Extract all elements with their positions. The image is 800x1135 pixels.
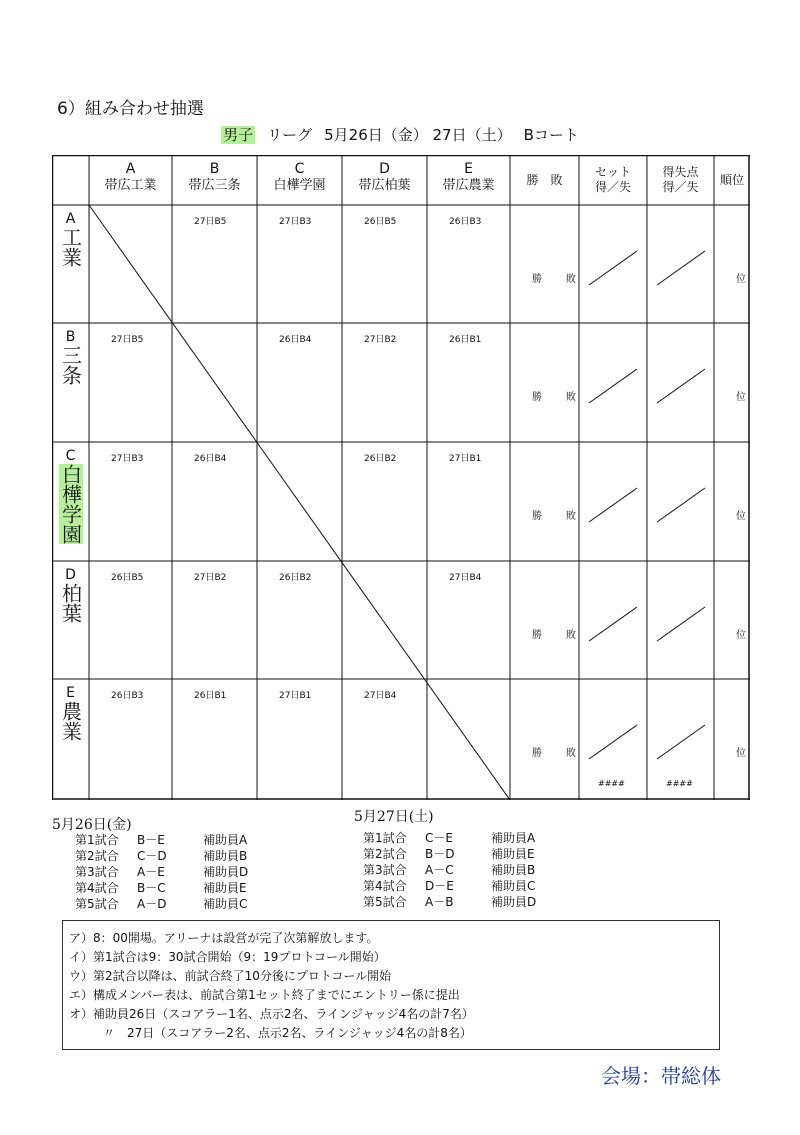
- rank-label: 位: [736, 511, 746, 522]
- venue-note: 会場：帯総体: [601, 1064, 721, 1088]
- gender-label: 男子: [223, 126, 254, 144]
- schedule-cell: 26日B4: [194, 454, 227, 464]
- game-match: C－E: [425, 831, 453, 845]
- section-title: 6）組み合わせ抽選: [57, 99, 204, 119]
- note-line: ウ）第2試合以降は、前試合終了10分後にプロトコール開始: [69, 969, 392, 983]
- schedule-cell: 27日B5: [111, 335, 144, 345]
- column-letter: D: [379, 161, 390, 177]
- loss-label: 敗: [566, 274, 576, 285]
- rank-label: 位: [736, 274, 746, 285]
- sets-header: [579, 165, 647, 195]
- sets-slash: [589, 369, 637, 403]
- notes-box: [62, 920, 720, 1050]
- game-number: 第2試合: [75, 849, 119, 863]
- rank-label: 位: [736, 630, 746, 641]
- column-header: [427, 162, 510, 193]
- game-number: 第3試合: [75, 865, 119, 879]
- win-label: 勝: [532, 748, 542, 759]
- note-line: ア）8：00開場。アリーナは設営が完了次第解放します。: [69, 931, 379, 945]
- points-header: [647, 165, 714, 195]
- loss-label: 敗: [566, 630, 576, 641]
- loss-label: 敗: [566, 511, 576, 522]
- game-helper: 補助員D: [203, 865, 249, 879]
- rank-header: [714, 173, 750, 188]
- league-type: リーグ: [267, 126, 313, 144]
- row-letter: B: [65, 329, 76, 345]
- column-letter: C: [294, 161, 305, 177]
- schedule-cell: 27日B4: [449, 573, 482, 583]
- schedule-cell: 27日B5: [194, 217, 227, 227]
- row-header: [52, 448, 89, 544]
- row-letter: C: [65, 448, 76, 464]
- column-team-name: 帯広工業: [104, 178, 157, 193]
- schedule-cell: 26日B1: [194, 691, 227, 701]
- row-header: [52, 211, 89, 267]
- schedule-cell: 26日B4: [279, 335, 312, 345]
- schedule-cell: 27日B2: [194, 573, 227, 583]
- row-team-name: 白樺学園: [58, 464, 83, 544]
- points-slash: [657, 251, 705, 285]
- points-slash: [657, 369, 705, 403]
- game-helper: 補助員E: [203, 881, 247, 895]
- game-number: 第2試合: [363, 847, 407, 861]
- column-team-name: 帯広三条: [188, 178, 241, 193]
- day2-date: 5月27日(土): [354, 809, 434, 825]
- wins-losses-header-text: 勝 敗: [526, 173, 563, 187]
- day1-date: 5月26日(金): [52, 817, 132, 833]
- sets-error-mark: ####: [598, 779, 625, 788]
- points-slash: [657, 607, 705, 641]
- schedule-cell: 26日B3: [449, 217, 482, 227]
- game-match: B－E: [137, 833, 165, 847]
- column-letter: A: [125, 161, 136, 177]
- diagonal-line: [89, 205, 510, 800]
- game-match: A－D: [137, 897, 167, 911]
- game-match: D－E: [425, 879, 454, 893]
- game-helper: 補助員D: [491, 895, 537, 909]
- win-label: 勝: [532, 511, 542, 522]
- column-team-name: 帯広柏葉: [358, 178, 411, 193]
- note-line: オ）補助員26日（スコアラー1名、点示2名、ラインジャッジ4名の計7名）: [69, 1007, 474, 1021]
- game-number: 第3試合: [363, 863, 407, 877]
- schedule-cell: 26日B5: [111, 573, 144, 583]
- game-match: A－E: [137, 865, 165, 879]
- game-match: C－D: [137, 849, 167, 863]
- game-number: 第4試合: [363, 879, 407, 893]
- game-number: 第5試合: [363, 895, 407, 909]
- note-line: イ）第1試合は9：30試合開始（9：19プロトコール開始）: [69, 950, 386, 964]
- game-helper: 補助員E: [491, 847, 535, 861]
- schedule-cell: 27日B3: [279, 217, 312, 227]
- points-slash: [657, 488, 705, 522]
- game-match: B－C: [137, 881, 166, 895]
- schedule-cell: 26日B5: [364, 217, 397, 227]
- rank-label: 位: [736, 748, 746, 759]
- rank-label: 位: [736, 392, 746, 403]
- league-dates: 5月26日（金） 27日（土）: [324, 126, 512, 144]
- game-number: 第1試合: [75, 833, 119, 847]
- game-helper: 補助員A: [203, 833, 248, 847]
- schedule-cell: 27日B1: [449, 454, 482, 464]
- note-line: エ）構成メンバー表は、前試合第1セット終了までにエントリー係に提出: [69, 988, 460, 1002]
- schedule-cell: 26日B2: [279, 573, 312, 583]
- schedule-cell: 26日B3: [111, 691, 144, 701]
- column-header: [89, 162, 172, 193]
- sets-slash: [589, 607, 637, 641]
- row-letter: E: [66, 685, 75, 701]
- game-helper: 補助員B: [203, 849, 248, 863]
- points-header-line1: 得失点: [662, 165, 699, 179]
- sets-slash: [589, 725, 637, 759]
- league-table: [52, 155, 750, 800]
- sets-slash: [589, 251, 637, 285]
- schedule-cell: 27日B2: [364, 335, 397, 345]
- note-line: 〃 27日（スコアラー2名、点示2名、ラインジャッジ4名の計8名）: [103, 1026, 472, 1040]
- game-helper: 補助員C: [203, 897, 248, 911]
- game-number: 第1試合: [363, 831, 407, 845]
- game-helper: 補助員A: [491, 831, 536, 845]
- row-team-name: 農業: [58, 701, 83, 741]
- rank-header-text: 順位: [719, 173, 744, 187]
- game-number: 第4試合: [75, 881, 119, 895]
- row-header: [52, 329, 89, 385]
- game-match: B－D: [425, 847, 455, 861]
- game-match: A－B: [425, 895, 454, 909]
- column-team-name: 白樺学園: [273, 178, 326, 193]
- row-team-name: 三条: [58, 345, 83, 385]
- win-label: 勝: [532, 274, 542, 285]
- schedule-cell: 27日B3: [111, 454, 144, 464]
- column-header: [172, 162, 257, 193]
- points-slash: [657, 725, 705, 759]
- game-helper: 補助員C: [491, 879, 536, 893]
- sets-header-line2: 得／失: [594, 180, 631, 194]
- row-header: [52, 567, 89, 623]
- wins-losses-header: [510, 173, 579, 188]
- loss-label: 敗: [566, 748, 576, 759]
- points-header-line2: 得／失: [662, 180, 699, 194]
- column-letter: B: [209, 161, 220, 177]
- win-label: 勝: [532, 630, 542, 641]
- row-team-name: 柏葉: [58, 583, 83, 623]
- schedule-cell: 26日B2: [364, 454, 397, 464]
- points-error-mark: ####: [666, 779, 693, 788]
- row-letter: D: [65, 567, 76, 583]
- row-letter: A: [65, 211, 76, 227]
- win-label: 勝: [532, 392, 542, 403]
- game-match: A－C: [425, 863, 454, 877]
- league-title: [0, 124, 800, 145]
- column-header: [342, 162, 427, 193]
- table-grid-lines: [52, 155, 750, 800]
- game-helper: 補助員B: [491, 863, 536, 877]
- row-header: [52, 685, 89, 741]
- column-team-name: 帯広農業: [442, 178, 495, 193]
- game-number: 第5試合: [75, 897, 119, 911]
- sets-slash: [589, 488, 637, 522]
- loss-label: 敗: [566, 392, 576, 403]
- column-header: [257, 162, 342, 193]
- schedule-cell: 26日B1: [449, 335, 482, 345]
- court-label: Bコート: [523, 126, 579, 144]
- sets-header-line1: セット: [594, 165, 631, 179]
- row-team-name: 工業: [58, 227, 83, 267]
- schedule-cell: 27日B4: [364, 691, 397, 701]
- column-letter: E: [464, 161, 473, 177]
- schedule-cell: 27日B1: [279, 691, 312, 701]
